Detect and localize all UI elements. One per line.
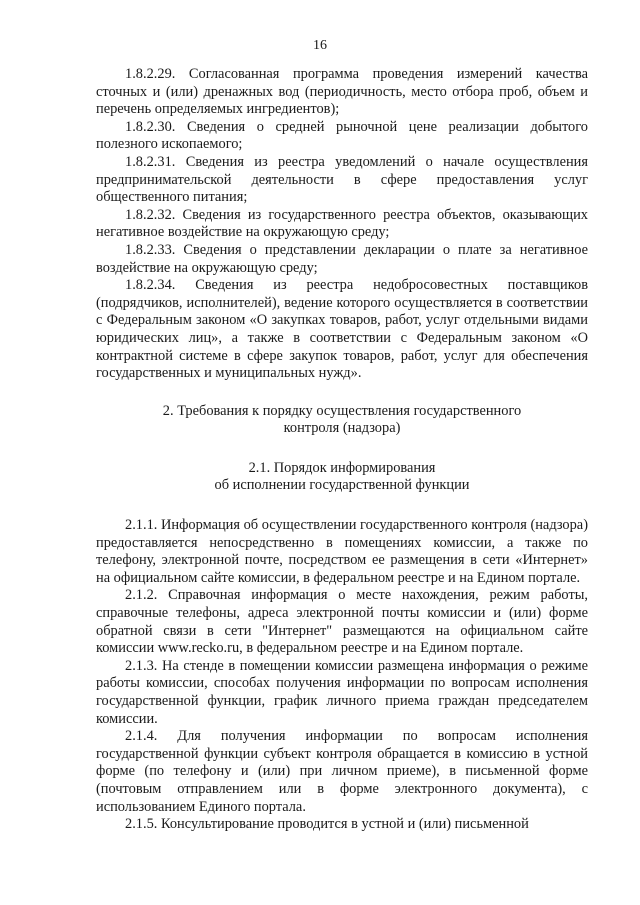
subsection-heading	[96, 460, 588, 495]
paragraph-1-8-2-29: 1.8.2.29. Согласованная программа проведения измерений качества сточных и (или) дренажных вод (периодичность, место отбора проб, объем и перечень определяемых ингредиентов);	[96, 66, 588, 118]
paragraph-1-8-2-30: 1.8.2.30. Сведения о средней рыночной цене реализации добытого полезного ископаемого;	[96, 118, 588, 153]
paragraph-2-1-1: 2.1.1. Информация об осуществлении государственного контроля (надзора) предоставляется непосредственно в помещениях комиссии, а также по телефону, электронной почте, посредством ее размещения в сети «Интернет» на официальном сайте комиссии, в федеральном реестре и на Едином портале.	[96, 517, 588, 586]
subsection-heading-line-2: об исполнении государственной функции	[214, 477, 470, 494]
subsection-heading-line-1: 2.1. Порядок информирования	[248, 459, 436, 476]
section-heading-line-2: контроля (надзора)	[283, 420, 401, 437]
section-heading	[96, 403, 588, 438]
paragraph-2-1-3: 2.1.3. На стенде в помещении комиссии размещена информация о режиме работы комиссии, способах получения информации по вопросам исполнения государственной функции, график личного приема граждан председателем комиссии.	[96, 657, 588, 727]
paragraph-2-1-5: 2.1.5. Консультирование проводится в устной и (или) письменной	[125, 816, 529, 833]
paragraph-1-8-2-31: 1.8.2.31. Сведения из реестра уведомлений о начале осуществления предпринимательской деятельности в сфере предоставления услуг общественного питания;	[96, 153, 588, 206]
paragraph-1-8-2-34: 1.8.2.34. Сведения из реестра недобросовестных поставщиков (подрядчиков, исполнителей), ведение которого осуществляется в соответствии с Федеральным законом «О закупках товаров, работ, услуг отдельными видами юридических лиц», а также в соответствии с Федеральным законом «О контрактной системе в сфере закупок товаров, работ, услуг для обеспечения государственных и муниципальных нужд».	[96, 277, 588, 382]
paragraph-1-8-2-32: 1.8.2.32. Сведения из государственного реестра объектов, оказывающих негативное воздействие на окружающую среду;	[96, 206, 588, 241]
paragraph-2-1-4: 2.1.4. Для получения информации по вопросам исполнения государственной функции субъект контроля обращается в комиссию в устной форме (по телефону и (или) при личном приеме), в письменной форме (почтовым отправлением или в форме электронного документа), с использованием Единого портала.	[96, 728, 588, 815]
paragraph-1-8-2-33: 1.8.2.33. Сведения о представлении декларации о плате за негативное воздействие на окружающую среду;	[96, 241, 588, 276]
section-heading-line-1: 2. Требования к порядку осуществления государственного	[162, 402, 522, 419]
document-body	[96, 66, 588, 834]
page-number: 16	[313, 38, 327, 53]
paragraph-2-1-2: 2.1.2. Справочная информация о месте нахождения, режим работы, справочные телефоны, адреса электронной почты комиссии и (или) форме обратной связи в сети "Интернет" размещаются на официальном сайте комиссии www.recko.ru, в федеральном реестре и на Едином портале.	[96, 587, 588, 657]
